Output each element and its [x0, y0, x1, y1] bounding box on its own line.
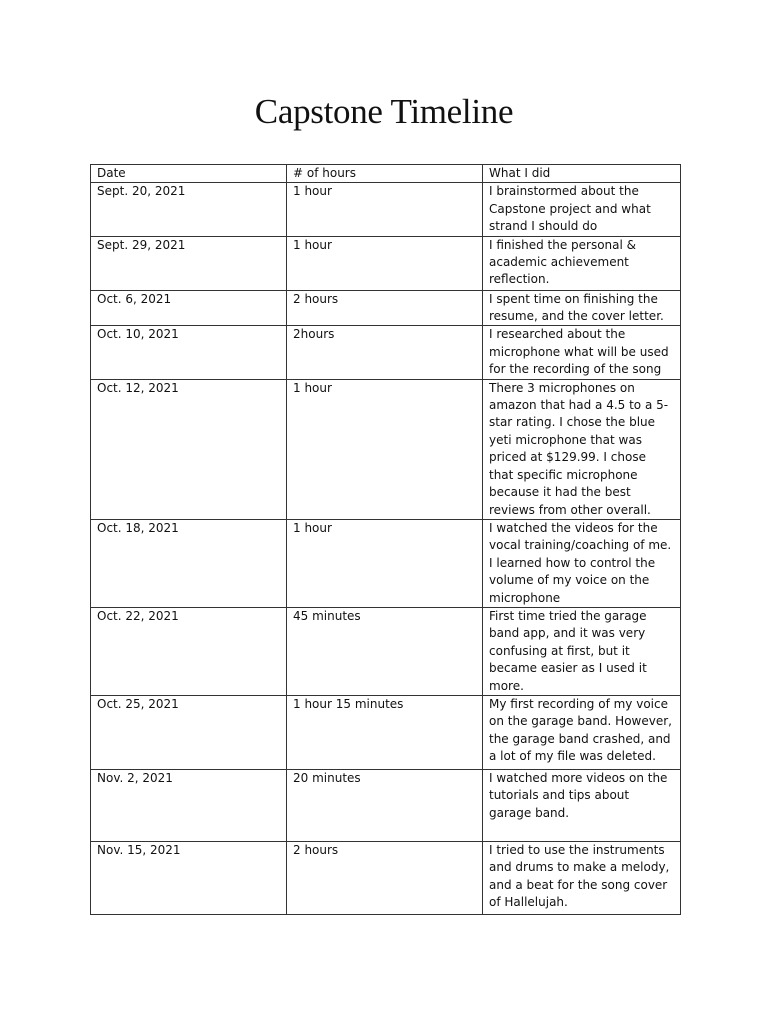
table-row: [91, 326, 681, 379]
header-what-i-did: What I did: [483, 165, 681, 183]
cell-what: I researched about the microphone what will be used for the recording of the song: [483, 326, 681, 379]
cell-date: Oct. 18, 2021: [91, 519, 287, 607]
page-title: Capstone Timeline: [254, 92, 514, 131]
cell-date: Oct. 6, 2021: [91, 290, 287, 326]
cell-hours: 45 minutes: [287, 607, 483, 695]
cell-what: First time tried the garage band app, and it was very confusing at first, but it became easier as I used it more.: [483, 607, 681, 695]
cell-what: I finished the personal & academic achievement reflection.: [483, 236, 681, 290]
cell-what: I spent time on finishing the resume, and the cover letter.: [483, 290, 681, 326]
cell-date: Oct. 25, 2021: [91, 695, 287, 769]
cell-hours: 2 hours: [287, 841, 483, 914]
table-row: [91, 236, 681, 290]
header-date: Date: [91, 165, 287, 183]
cell-what: My first recording of my voice on the garage band. However, the garage band crashed, and a lot of my file was deleted.: [483, 695, 681, 769]
cell-date: Nov. 2, 2021: [91, 769, 287, 841]
table-row: [91, 183, 681, 236]
table-row: [91, 290, 681, 326]
cell-hours: 1 hour: [287, 519, 483, 607]
cell-hours: 1 hour: [287, 379, 483, 519]
cell-what: I watched more videos on the tutorials and tips about garage band.: [483, 769, 681, 841]
cell-date: Oct. 10, 2021: [91, 326, 287, 379]
cell-hours: 20 minutes: [287, 769, 483, 841]
cell-what: I tried to use the instruments and drums to make a melody, and a beat for the song cover of Hallelujah.: [483, 841, 681, 914]
cell-hours: 1 hour 15 minutes: [287, 695, 483, 769]
table-row: [91, 379, 681, 519]
cell-what: There 3 microphones on amazon that had a 4.5 to a 5-star rating. I chose the blue yeti microphone that was priced at $129.99. I chose that specific microphone because it had the best reviews from other overall.: [483, 379, 681, 519]
table-header-row: [91, 165, 681, 183]
cell-date: Nov. 15, 2021: [91, 841, 287, 914]
cell-date: Oct. 12, 2021: [91, 379, 287, 519]
table-row: [91, 769, 681, 841]
cell-date: Sept. 20, 2021: [91, 183, 287, 236]
cell-hours: 1 hour: [287, 183, 483, 236]
cell-date: Oct. 22, 2021: [91, 607, 287, 695]
cell-what: I watched the videos for the vocal training/coaching of me. I learned how to control the volume of my voice on the microphone: [483, 519, 681, 607]
cell-hours: 2 hours: [287, 290, 483, 326]
table-row: [91, 519, 681, 607]
table-row: [91, 841, 681, 914]
cell-date: Sept. 29, 2021: [91, 236, 287, 290]
header-hours: # of hours: [287, 165, 483, 183]
cell-hours: 2hours: [287, 326, 483, 379]
timeline-table: [90, 164, 681, 915]
table-row: [91, 695, 681, 769]
cell-hours: 1 hour: [287, 236, 483, 290]
table-row: [91, 607, 681, 695]
cell-what: I brainstormed about the Capstone project and what strand I should do: [483, 183, 681, 236]
